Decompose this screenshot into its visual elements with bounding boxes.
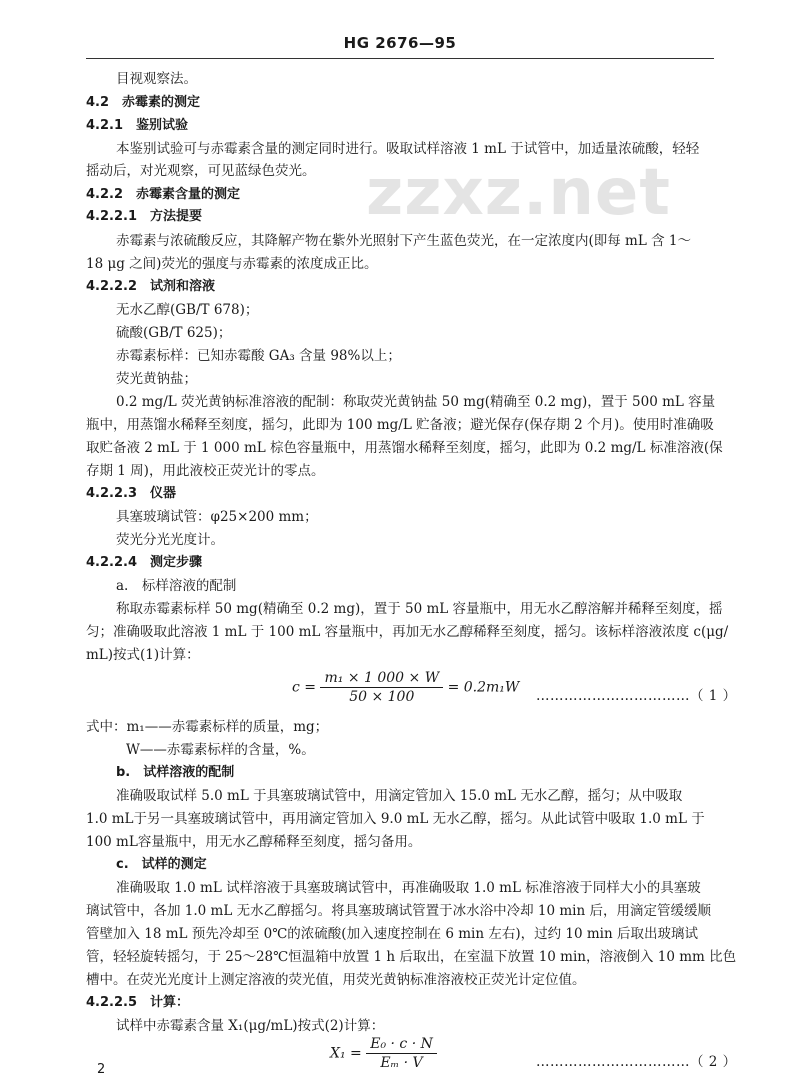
text-line: 匀；准确吸取此溶液 1 mL 于 100 mL 容量瓶中，再加无水乙醇稀释至刻度，摇匀。该标样溶液浓度 c(μg/ — [86, 624, 729, 640]
subsection-heading: a. 标样溶液的配制 — [116, 578, 237, 594]
document-code-header: HG 2676—95 — [343, 34, 457, 52]
text-line: 试样中赤霉素含量 X₁(μg/mL)按式(2)计算： — [116, 1018, 385, 1034]
text-line: 本鉴别试验可与赤霉素含量的测定同时进行。吸取试样溶液 1 mL 于试管中，加适量浓硫酸，轻轻 — [116, 141, 700, 157]
text-line: 18 μg 之间)荧光的强度与赤霉素的浓度成正比。 — [86, 256, 378, 272]
eq2-tag: ……………………………（ 2 ） — [536, 1054, 737, 1070]
section-heading: 4.2.2.5 计算： — [86, 995, 189, 1010]
text-line: 荧光黄钠盐； — [116, 371, 197, 387]
text-line: 荧光分光光度计。 — [116, 532, 224, 548]
text-line: 1.0 mL于另一具塞玻璃试管中，再用滴定管加入 9.0 mL 无水乙醇，摇匀。从此试管中吸取 1.0 mL 于 — [86, 811, 705, 827]
watermark: zzxz.net — [366, 156, 671, 230]
section-heading: 4.2.1 鉴别试验 — [86, 118, 189, 133]
equation-2 — [330, 1036, 437, 1071]
eq1-lhs: c = — [292, 679, 317, 696]
header-rule — [86, 58, 714, 59]
page-number: 2 — [97, 1062, 106, 1077]
text-line: 槽中。在荧光光度计上测定溶液的荧光值，用荧光黄钠标准溶液校正荧光计定位值。 — [86, 972, 586, 988]
text-line: 具塞玻璃试管：φ25×200 mm； — [116, 509, 318, 525]
text-line: 硫酸(GB/T 625)； — [116, 325, 232, 341]
section-heading: 4.2.2.1 方法提要 — [86, 209, 202, 224]
text-line: 目视观察法。 — [116, 71, 197, 87]
eq2-lhs: X₁ = — [330, 1045, 362, 1062]
eq1-tag: ……………………………（ 1 ） — [536, 688, 737, 704]
text-line: 摇动后，对光观察，可见蓝绿色荧光。 — [86, 163, 316, 179]
eq2-fraction — [366, 1036, 437, 1071]
text-line: 0.2 mg/L 荧光黄钠标准溶液的配制：称取荧光黄钠盐 50 mg(精确至 0.2 mg)，置于 500 mL 容量 — [116, 394, 716, 410]
text-line: 100 mL容量瓶中，用无水乙醇稀释至刻度，摇匀备用。 — [86, 834, 422, 850]
subsection-heading: b. 试样溶液的配制 — [116, 765, 235, 780]
eq1-fraction — [320, 670, 443, 705]
eq1-denominator: 50 × 100 — [349, 689, 415, 705]
text-line: 管，轻轻旋转摇匀，于 25～28℃恒温箱中放置 1 h 后取出，在室温下放置 10 min，溶液倒入 10 mm 比色 — [86, 949, 737, 965]
text-line: 璃试管中，各加 1.0 mL 无水乙醇摇匀。将具塞玻璃试管置于冰水浴中冷却 10 min 后，用滴定管缓缓顺 — [86, 903, 711, 919]
text-line: 存期 1 周)，用此液校正荧光计的零点。 — [86, 463, 325, 479]
eq1-rhs: = 0.2m₁W — [447, 679, 520, 696]
text-line: 准确吸取 1.0 mL 试样溶液于具塞玻璃试管中，再准确吸取 1.0 mL 标准溶液于同样大小的具塞玻 — [116, 880, 701, 896]
eq2-numerator: E₀ · c · N — [366, 1036, 437, 1054]
text-line: 称取赤霉素标样 50 mg(精确至 0.2 mg)，置于 50 mL 容量瓶中，用无水乙醇溶解并稀释至刻度，摇 — [116, 601, 723, 617]
text-line: 管壁加入 18 mL 预先冷却至 0℃的浓硫酸(加入速度控制在 6 min 左右)，过约 10 min 后取出玻璃试 — [86, 926, 698, 942]
text-line: 瓶中，用蒸馏水稀释至刻度，摇匀，此即为 100 mg/L 贮备液；避光保存(保存期 2 个月)。使用时准确吸 — [86, 417, 714, 433]
text-line: 式中：m₁——赤霉素标样的质量，mg； — [86, 719, 329, 735]
text-line: mL)按式(1)计算： — [86, 647, 200, 663]
text-line: 取贮备液 2 mL 于 1 000 mL 棕色容量瓶中，用蒸馏水稀释至刻度，摇匀，此即为 0.2 mg/L 标准溶液(保 — [86, 440, 723, 456]
section-heading: 4.2.2.3 仪器 — [86, 486, 176, 501]
section-heading: 4.2.2.2 试剂和溶液 — [86, 279, 215, 294]
eq1-numerator: m₁ × 1 000 × W — [320, 670, 443, 688]
text-line: W——赤霉素标样的含量，%。 — [126, 742, 315, 758]
section-heading: 4.2.2 赤霉素含量的测定 — [86, 187, 241, 202]
equation-1 — [292, 670, 519, 705]
text-line: 准确吸取试样 5.0 mL 于具塞玻璃试管中，用滴定管加入 15.0 mL 无水乙醇，摇匀；从中吸取 — [116, 788, 683, 804]
text-line: 赤霉素标样：已知赤霉酸 GA₃ 含量 98%以上； — [116, 348, 401, 364]
section-heading: 4.2.2.4 测定步骤 — [86, 555, 202, 570]
subsection-heading: c. 试样的测定 — [116, 857, 207, 872]
section-heading: 4.2 赤霉素的测定 — [86, 95, 201, 110]
eq2-denominator: Eₘ · V — [380, 1055, 423, 1071]
text-line: 赤霉素与浓硫酸反应，其降解产物在紫外光照射下产生蓝色荧光，在一定浓度内(即每 mL 含 1～ — [116, 233, 691, 249]
text-line: 无水乙醇(GB/T 678)； — [116, 302, 259, 318]
